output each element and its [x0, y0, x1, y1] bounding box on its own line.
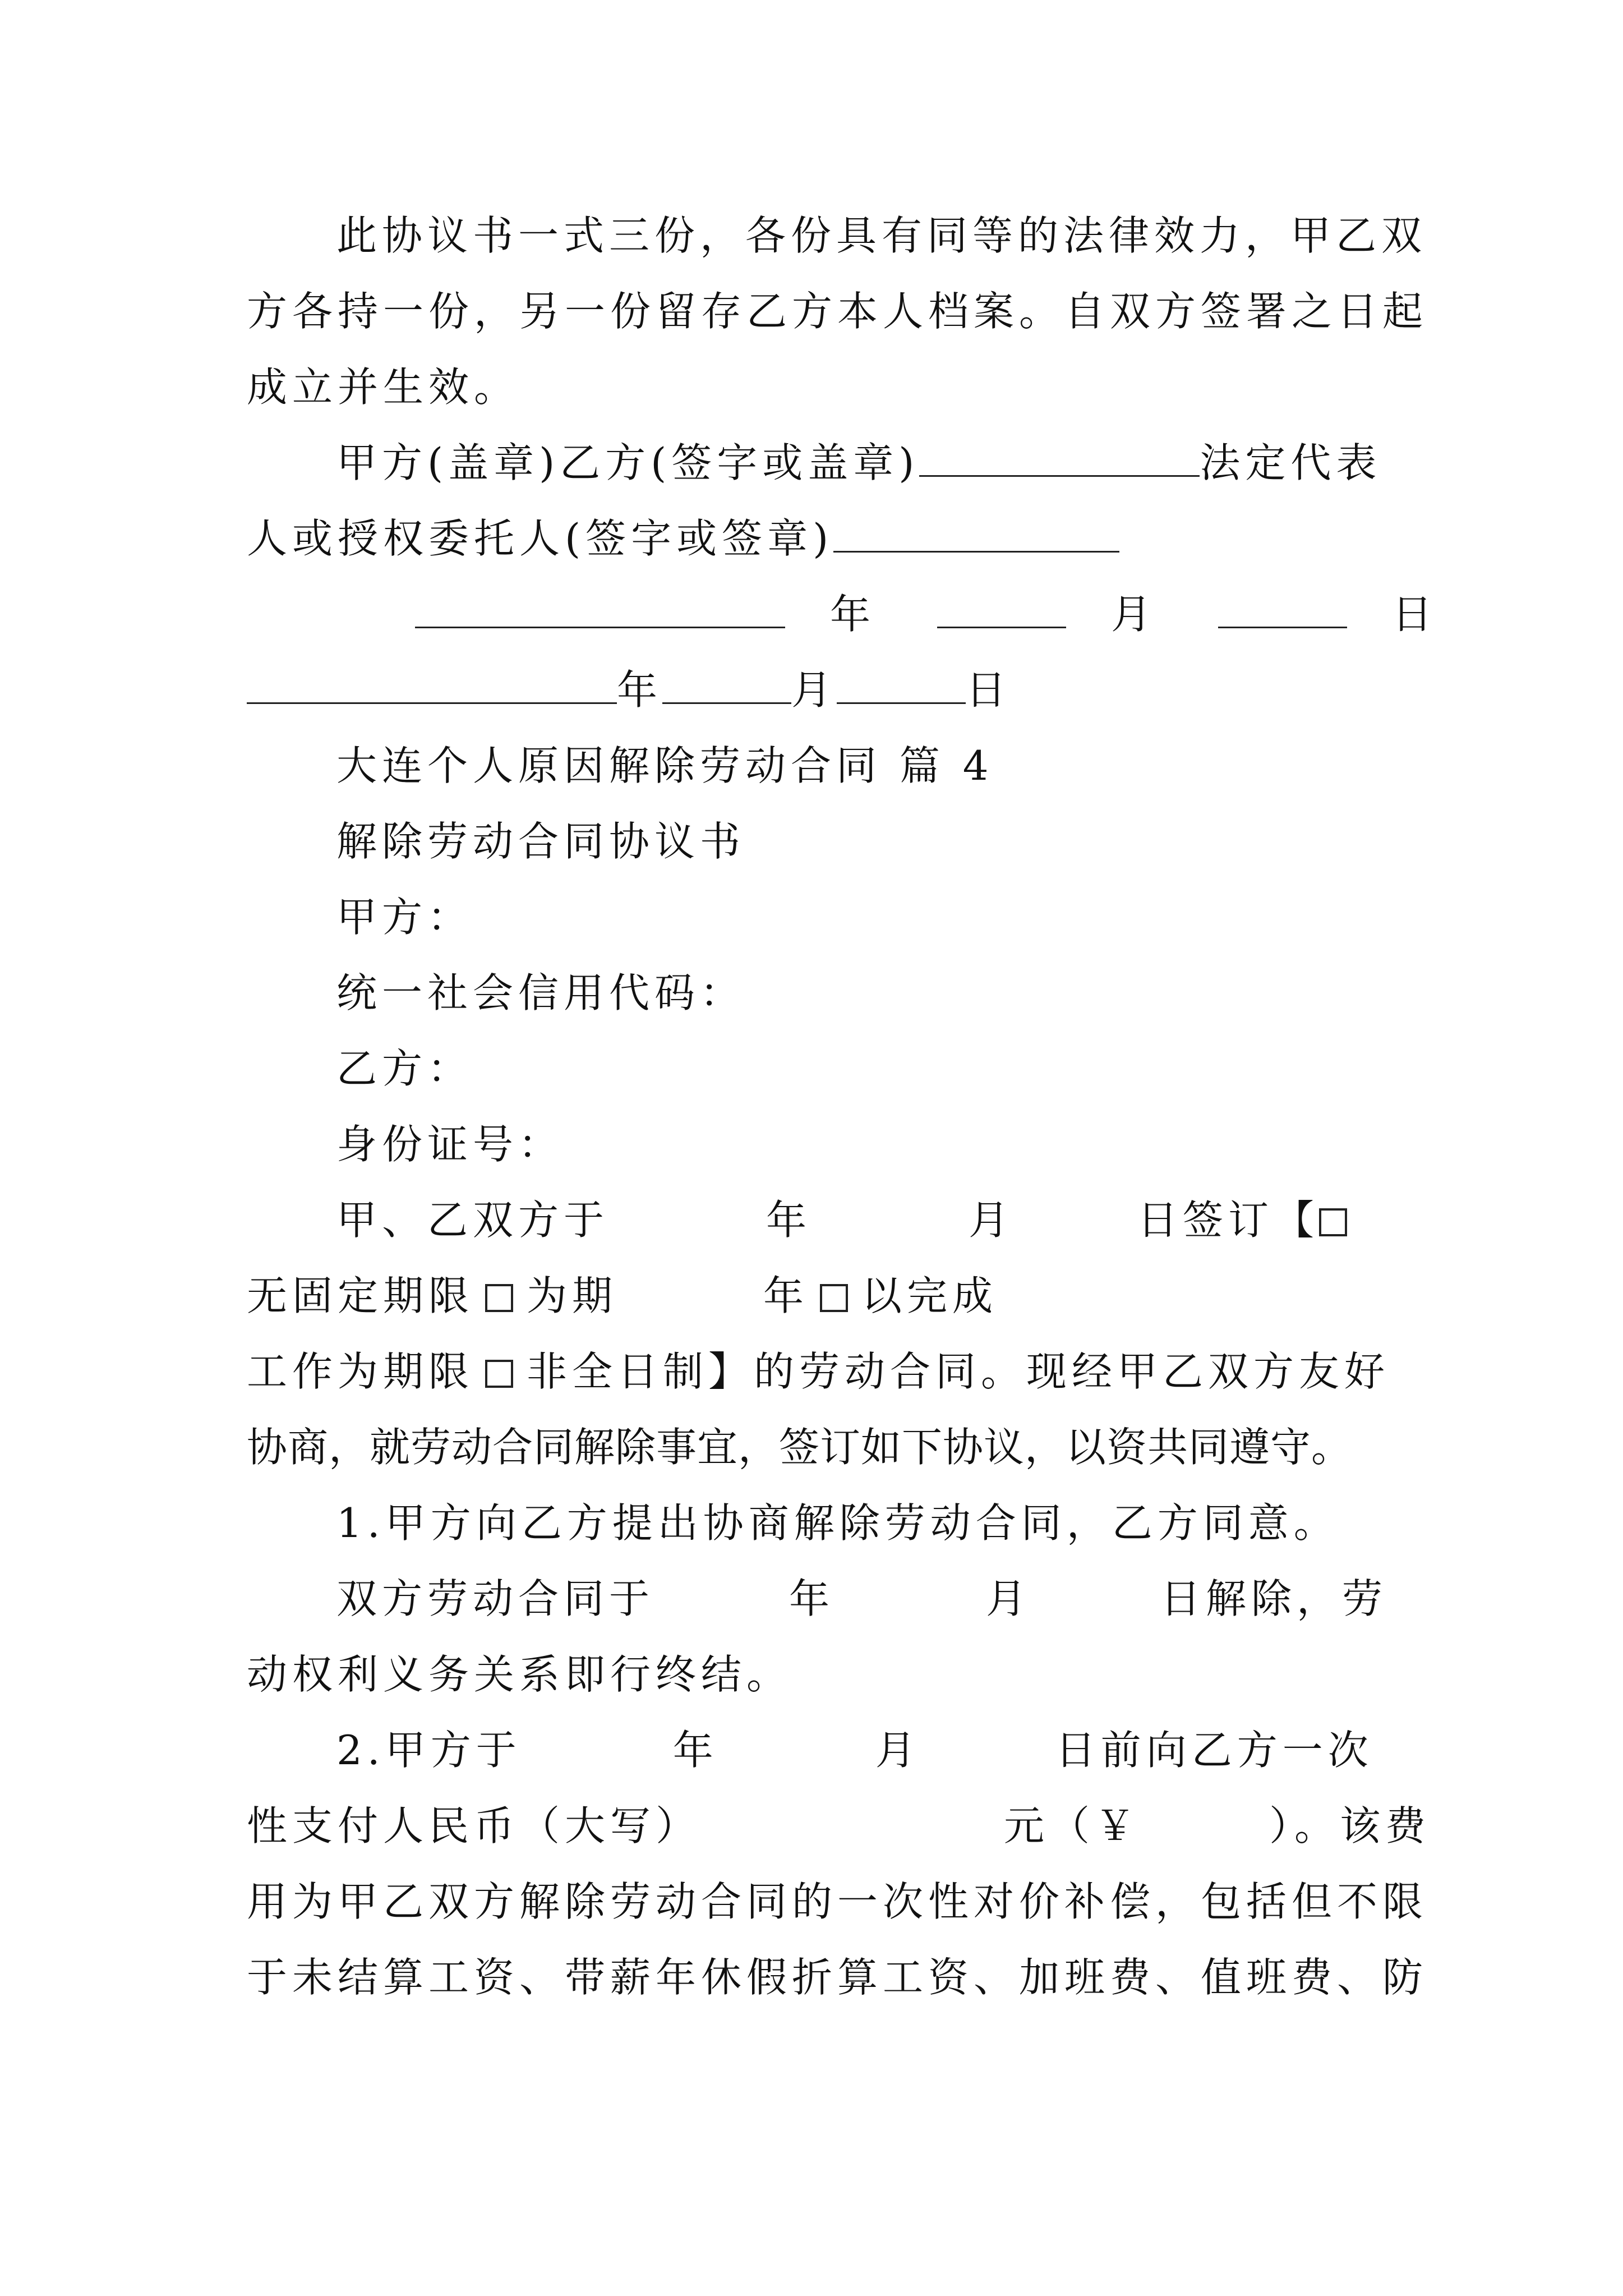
text: 甲、乙双方于: [336, 1197, 610, 1244]
text: 此协议书一式三份，各份具有同等的法律效力，甲乙双: [336, 212, 1427, 259]
text: 成立并生效。: [247, 364, 520, 411]
credit-code-label: [336, 965, 745, 1021]
year-label: 年: [617, 666, 663, 714]
text: ）。该费: [1269, 1802, 1431, 1849]
item-1-termination-date: [336, 1571, 1387, 1627]
date-line-2: [247, 662, 1011, 718]
text: 法定代表: [1200, 439, 1382, 486]
month-label: 月: [1111, 591, 1157, 638]
blank-underline: [415, 592, 785, 628]
text: 工作为期限: [247, 1348, 474, 1395]
text: 为期: [527, 1272, 618, 1319]
month-label: 月: [791, 666, 837, 714]
paragraph-effect-line-1: [336, 208, 1427, 264]
text: 协商，就劳动合同解除事宜，签订如下协议，以资共同遵守。: [247, 1424, 1353, 1471]
text: 双方劳动合同于: [336, 1575, 655, 1622]
party-a-label: [336, 889, 473, 945]
text: 甲方(盖章)乙方(签字或盖章): [336, 439, 920, 486]
year-label: 年: [830, 591, 876, 638]
item-1: [336, 1495, 1339, 1551]
text: 性支付人民币（大写）: [247, 1802, 702, 1849]
text: 解除劳动合同协议书: [336, 818, 746, 865]
contract-sign-line-1: [336, 1192, 1347, 1248]
party-b-label: [336, 1041, 473, 1097]
year-label: 年: [789, 1575, 835, 1622]
text: 身份证号：: [336, 1121, 564, 1168]
text: 1.甲方向乙方提出协商解除劳动合同，乙方同意。: [336, 1499, 1339, 1547]
blank-underline: [662, 668, 791, 704]
year-label: 年: [763, 1272, 809, 1319]
day-label: 日: [966, 666, 1012, 714]
paragraph-effect-line-3: [247, 359, 519, 415]
text: 日解除，劳: [1160, 1575, 1388, 1622]
day-label: 日: [1392, 591, 1438, 638]
checkbox[interactable]: [485, 1360, 513, 1388]
blank-underline: [1218, 592, 1347, 628]
text: 以完成: [861, 1272, 998, 1319]
blank-underline: [919, 440, 1200, 477]
blank-underline: [247, 668, 617, 704]
item-2-line-3: [247, 1874, 1428, 1930]
text: 于未结算工资、带薪年休假折算工资、加班费、值班费、防: [247, 1954, 1428, 2001]
month-label: 月: [969, 1197, 1015, 1244]
id-number-label: [336, 1116, 564, 1172]
text: 方各持一份，另一份留存乙方本人档案。自双方签署之日起: [247, 288, 1428, 335]
text: 2.甲方于: [336, 1727, 522, 1774]
contract-sign-line-2: [247, 1268, 998, 1324]
text: 动权利义务关系即行终结。: [247, 1651, 792, 1698]
text: 人或授权委托人(签字或签章): [247, 515, 834, 562]
section-title: [336, 738, 994, 794]
month-label: 月: [875, 1727, 921, 1774]
item-2-line-2: [247, 1798, 1431, 1854]
contract-sign-line-3: [247, 1343, 1390, 1400]
checkbox[interactable]: [485, 1284, 513, 1312]
text: 非全日制】的劳动合同。现经甲乙双方友好: [527, 1348, 1390, 1395]
date-line-1: [415, 586, 1437, 642]
text: 大连个人原因解除劳动合同 篇 4: [336, 742, 994, 789]
document-title: [336, 813, 745, 869]
month-label: 月: [986, 1575, 1032, 1622]
contract-sign-line-4: [247, 1419, 1352, 1475]
checkbox[interactable]: [1319, 1208, 1347, 1236]
text: 乙方：: [336, 1045, 473, 1092]
text: 用为甲乙双方解除劳动合同的一次性对价补偿，包括但不限: [247, 1878, 1428, 1925]
year-label: 年: [672, 1727, 718, 1774]
text: 无固定期限: [247, 1272, 474, 1319]
blank-underline: [833, 516, 1119, 553]
checkbox[interactable]: [820, 1284, 848, 1312]
signature-line-2: [247, 510, 1119, 567]
year-label: 年: [766, 1197, 812, 1244]
blank-underline: [937, 592, 1066, 628]
signature-line-1: [336, 435, 1381, 491]
text: 日前向乙方一次: [1055, 1727, 1373, 1774]
text: 元（￥: [1004, 1802, 1141, 1849]
text: 甲方：: [336, 894, 473, 941]
text: 统一社会信用代码：: [336, 969, 746, 1016]
blank-underline: [837, 668, 966, 704]
item-2-line-4: [247, 1949, 1428, 2005]
item-1-line-2: [247, 1646, 792, 1703]
item-2: [336, 1722, 1373, 1778]
paragraph-effect-line-2: [247, 283, 1428, 339]
text: 日签订【: [1137, 1197, 1320, 1244]
